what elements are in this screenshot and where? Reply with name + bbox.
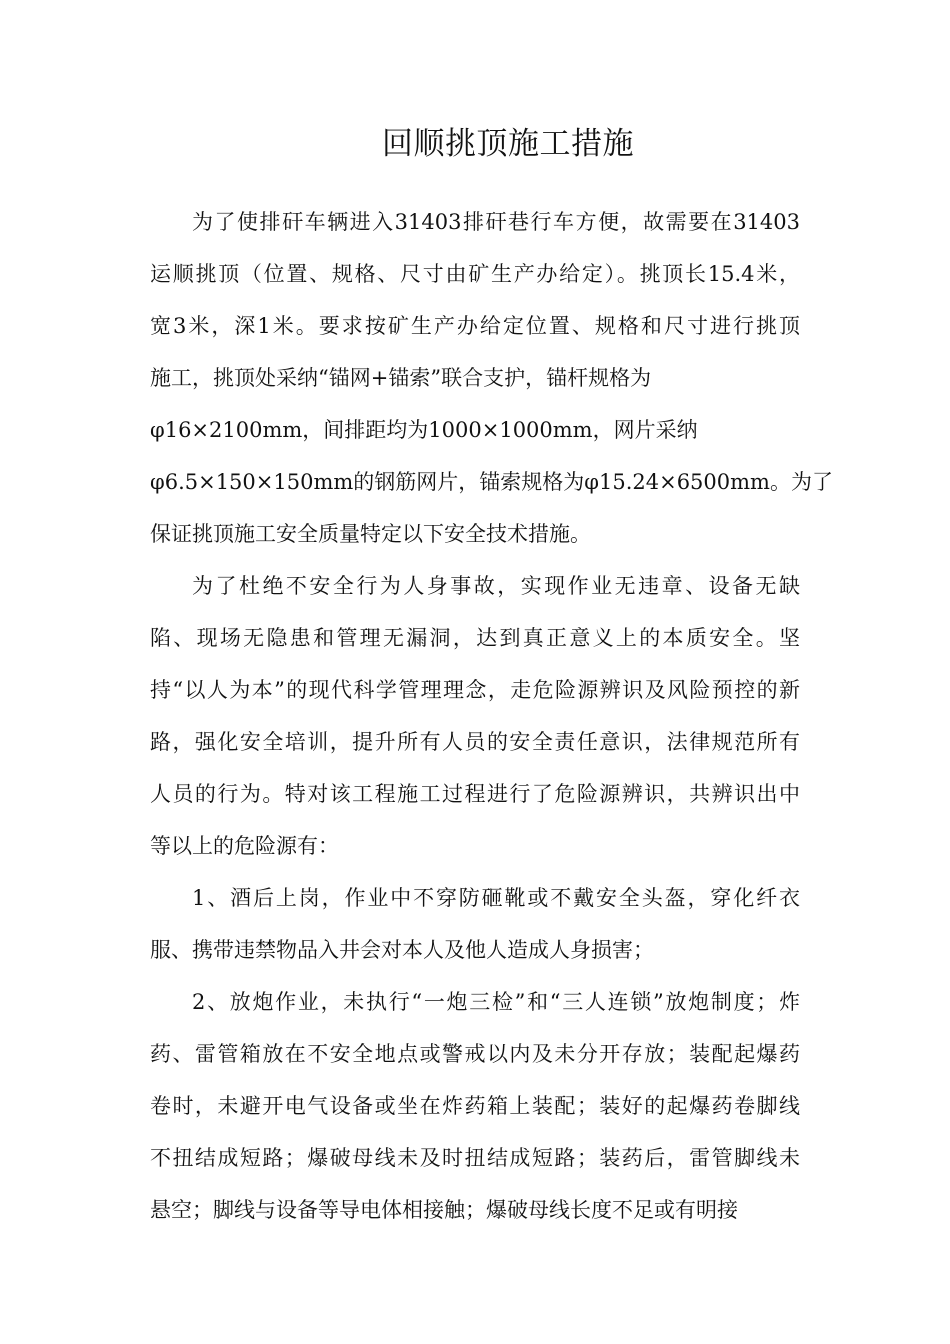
text-line: 服、携带违禁物品入井会对本人及他人造成人身损害； [150, 938, 654, 962]
text-line: 药、雷管箱放在不安全地点或警戒以内及未分开存放；装配起爆药 [150, 1042, 800, 1066]
text-line: φ16×2100mm，间排距均为1000×1000mm，网片采纳 [150, 418, 698, 442]
text-line: 持“以人为本”的现代科学管理理念，走危险源辨识及风险预控的新 [150, 678, 800, 702]
text-line: 宽3米，深1米。要求按矿生产办给定位置、规格和尺寸进行挑顶 [150, 314, 800, 338]
text-line: 为了使排矸车辆进入31403排矸巷行车方便，故需要在31403 [192, 210, 800, 234]
text-line: 人员的行为。特对该工程施工过程进行了危险源辨识，共辨识出中 [150, 782, 800, 806]
text-line: 陷、现场无隐患和管理无漏洞，达到真正意义上的本质安全。坚 [150, 626, 800, 650]
text-line: 卷时，未避开电气设备或坐在炸药箱上装配；装好的起爆药卷脚线 [150, 1094, 800, 1118]
text-line: φ6.5×150×150mm的钢筋网片，锚索规格为φ15.24×6500mm。为了 [150, 470, 833, 494]
text-line: 2、放炮作业，未执行“一炮三检”和“三人连锁”放炮制度；炸 [192, 990, 800, 1014]
text-line: 悬空；脚线与设备等导电体相接触；爆破母线长度不足或有明接 [150, 1198, 738, 1222]
text-line: 等以上的危险源有： [150, 834, 339, 858]
document-body [150, 196, 833, 1236]
text-line: 为了杜绝不安全行为人身事故，实现作业无违章、设备无缺 [192, 574, 800, 598]
text-line: 施工，挑顶处采纳“锚网+锚索”联合支护，锚杆规格为 [150, 366, 652, 390]
text-line: 不扭结成短路；爆破母线未及时扭结成短路；装药后，雷管脚线未 [150, 1146, 800, 1170]
document-title: 回顺挑顶施工措施 [382, 126, 634, 162]
text-line: 运顺挑顶（位置、规格、尺寸由矿生产办给定）。挑顶长15.4米， [150, 262, 800, 286]
text-line: 路，强化安全培训，提升所有人员的安全责任意识，法律规范所有 [150, 730, 800, 754]
text-line: 保证挑顶施工安全质量特定以下安全技术措施。 [150, 522, 591, 546]
text-line: 1、酒后上岗，作业中不穿防砸靴或不戴安全头盔，穿化纤衣 [192, 886, 800, 910]
